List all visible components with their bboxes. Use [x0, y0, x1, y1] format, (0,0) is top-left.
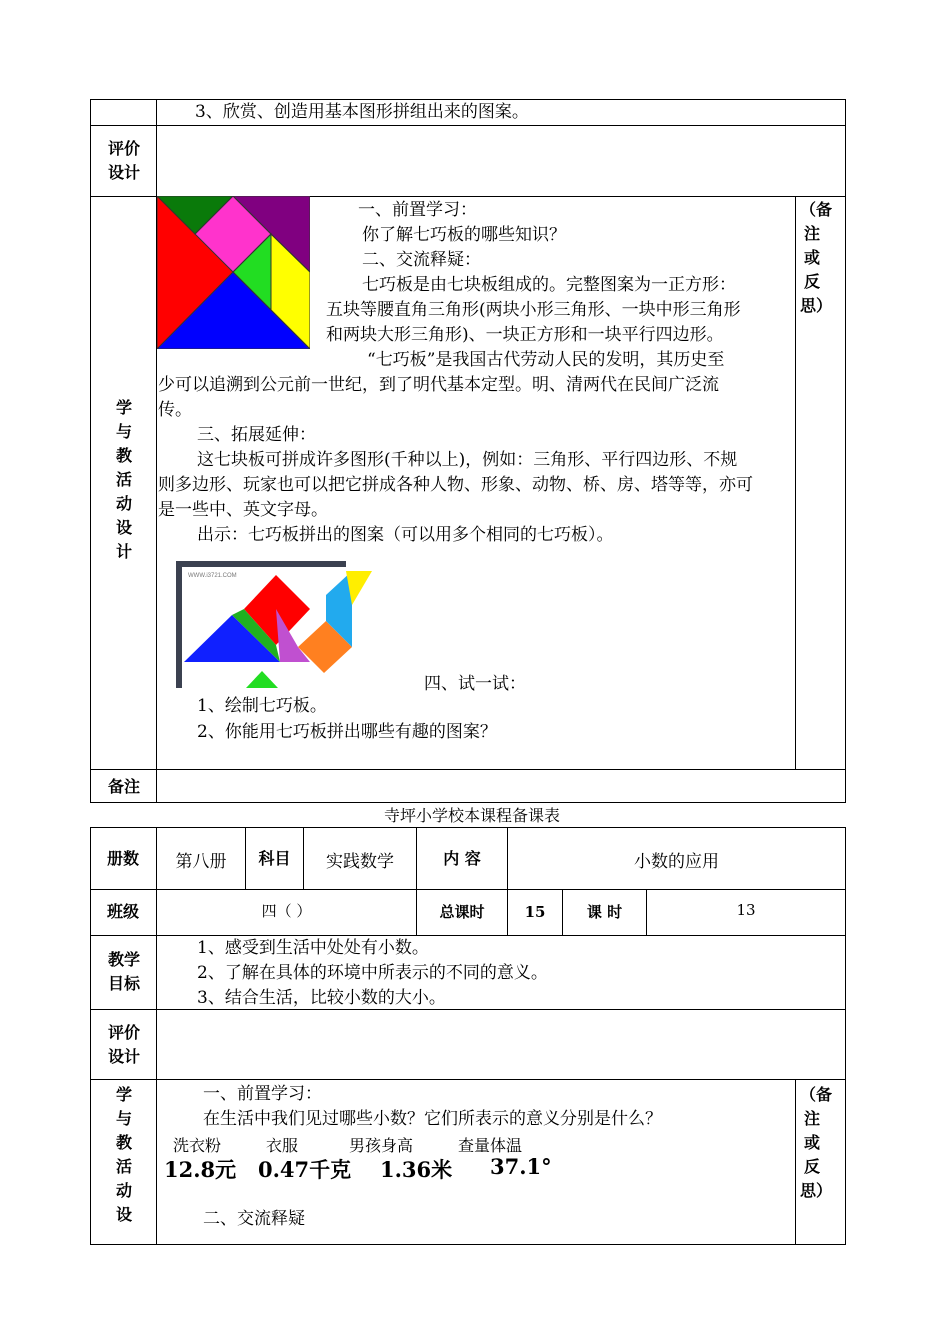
evaluation-label-2: 评价设计 — [107, 1023, 140, 1066]
volume-value: 第八册 — [175, 852, 227, 872]
class-label: 班级 — [106, 902, 139, 921]
evaluation-label: 评价设计 — [107, 139, 140, 182]
s1-question-1: 你了解七巧板的哪些知识？ — [362, 225, 566, 245]
remark-column-label: （备注或反思） — [800, 200, 833, 315]
s1-paragraph-1-line-2: 五块等腰直角三角形(两块小形三角形、一块中形三角形 — [326, 300, 741, 320]
s1-paragraph-3-line-3: 是一些中、英文字母。 — [158, 500, 328, 520]
content-label: 内 容 — [443, 849, 481, 868]
tangram-square-image — [157, 196, 310, 349]
goal-3: 3、结合生活，比较小数的大小。 — [197, 988, 446, 1008]
item-value-4: 37.1° — [490, 1154, 552, 1179]
item-value-3: 1.36米 — [380, 1157, 453, 1182]
s1-paragraph-2-line-2: 少可以追溯到公元前一世纪，到了明代基本定型。明、清两代在民间广泛流 — [158, 375, 719, 395]
item-value-2: 0.47千克 — [258, 1157, 352, 1182]
goals-label: 教学目标 — [107, 950, 140, 993]
item-label-3: 男孩身高 — [349, 1136, 414, 1155]
tangram-figure-image — [176, 561, 372, 688]
image-watermark: WWW.i3721.COM — [188, 573, 237, 579]
volume-label: 册数 — [106, 849, 139, 868]
s1-heading-2: 二、交流释疑： — [362, 250, 481, 270]
activity-label-2: 学与教活动设 — [115, 1085, 132, 1224]
s2-heading-1: 一、前置学习： — [203, 1084, 322, 1104]
s1-task-1: 1、绘制七巧板。 — [197, 696, 327, 716]
subject-value: 实践数学 — [326, 852, 394, 872]
item-label-4: 查量体温 — [458, 1136, 523, 1155]
lesson-label: 课 时 — [586, 903, 623, 921]
s1-task-2: 2、你能用七巧板拼出哪些有趣的图案？ — [197, 722, 497, 742]
activity-label: 学与教活动设计 — [115, 398, 132, 561]
s1-paragraph-2-line-1: “七巧板”是我国古代劳动人民的发明，其历史至 — [367, 350, 725, 370]
s1-heading-3: 三、拓展延伸： — [197, 425, 316, 445]
subject-label: 科目 — [258, 849, 291, 868]
s1-paragraph-3-line-1: 这七块板可拼成许多图形(千种以上)，例如：三角形、平行四边形、不规 — [197, 450, 738, 470]
s2-question-1: 在生活中我们见过哪些小数？它们所表示的意义分别是什么？ — [203, 1109, 662, 1129]
class-value: 四（ ） — [261, 902, 312, 920]
s1-paragraph-1-line-3: 和两块大形三角形)、一块正方形和一块平行四边形。 — [326, 325, 724, 345]
item-label-1: 洗衣粉 — [173, 1136, 222, 1155]
item-value-1: 12.8元 — [164, 1157, 237, 1182]
total-hours-value: 15 — [524, 903, 546, 921]
s1-paragraph-1-line-1: 七巧板是由七块板组成的。完整图案为一正方形： — [362, 275, 736, 295]
s1-heading-1: 一、前置学习： — [358, 200, 477, 220]
total-hours-label: 总课时 — [439, 903, 485, 921]
goal-1: 1、感受到生活中处处有小数。 — [197, 938, 429, 958]
s1-paragraph-3-line-2: 则多边形、玩家也可以把它拼成各种人物、形象、动物、桥、房、塔等等，亦可 — [158, 475, 753, 495]
goal-2: 2、了解在具体的环境中所表示的不同的意义。 — [197, 963, 548, 983]
s1-paragraph-4: 出示：七巧板拼出的图案（可以用多个相同的七巧板）。 — [197, 525, 614, 545]
remark-column-label-2: （备注或反思） — [800, 1085, 833, 1200]
s2-heading-2: 二、交流释疑 — [203, 1209, 305, 1229]
lesson-value: 13 — [736, 901, 756, 919]
s1-heading-4: 四、试一试： — [424, 674, 526, 694]
content-value: 小数的应用 — [634, 852, 719, 872]
remark-row-label: 备注 — [107, 777, 140, 796]
table-title: 寺坪小学校本课程备课表 — [384, 806, 561, 825]
s1-paragraph-2-line-3: 传。 — [158, 400, 192, 420]
objective-line: 3、欣赏、创造用基本图形拼组出来的图案。 — [195, 102, 529, 122]
item-label-2: 衣服 — [266, 1136, 299, 1155]
